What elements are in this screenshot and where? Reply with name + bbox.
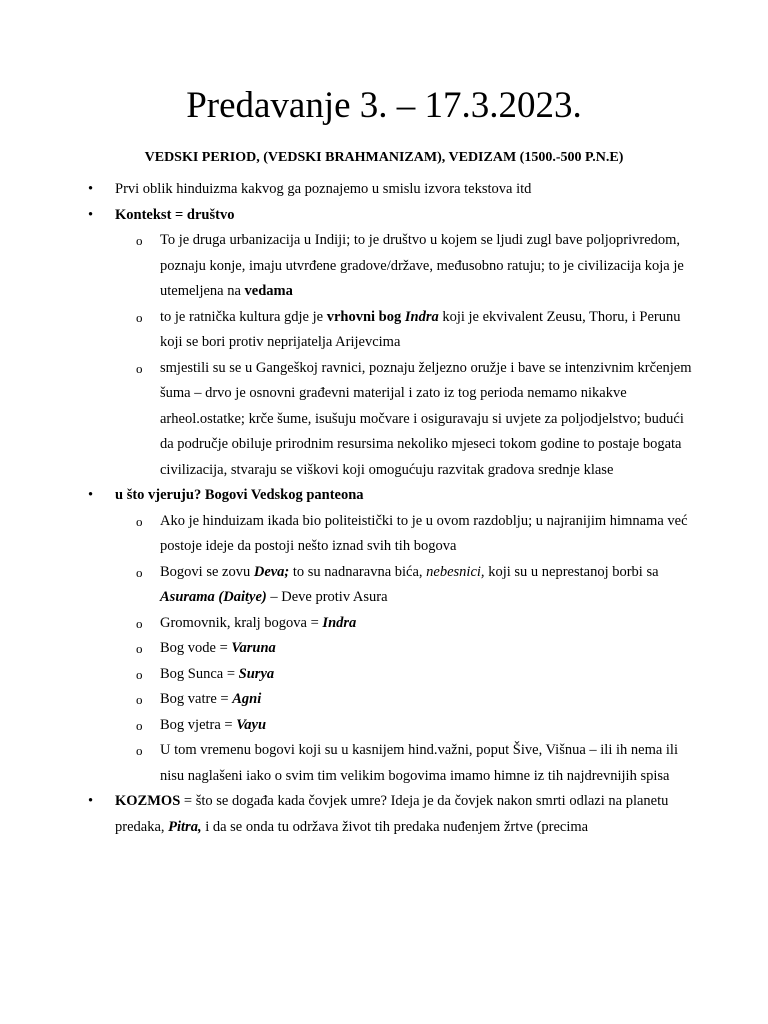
item-heading: Kontekst = društvo (115, 206, 235, 223)
sub-bullet-marker: o (136, 717, 143, 733)
sub-list-item (0, 560, 768, 611)
item-text: to su nadnaravna bića, (289, 563, 427, 580)
deity-name: Indra (322, 614, 357, 631)
sub-bullet-marker: o (136, 666, 143, 682)
sub-list-item (0, 636, 768, 662)
bullet-marker: • (88, 793, 94, 809)
list-item (0, 789, 768, 840)
item-text: U tom vremenu bogovi koji su u kasnijem hind.važni, poput Šive, Višnua – ili ih nema ili nisu naglašeni iako o svim tim velikim bogovima imamo himne iz tih najdrevnijih spisa (160, 742, 678, 784)
item-text: Bog Sunca = (160, 665, 239, 682)
sub-bullet-marker: o (136, 615, 143, 631)
bullet-marker: • (88, 181, 94, 197)
item-emphasis: vrhovni bog (326, 308, 405, 325)
item-emphasis: KOZMOS (115, 793, 181, 809)
sub-list-item (0, 356, 768, 484)
sub-bullet-marker: o (136, 564, 143, 580)
item-text: Bog vatre = (160, 691, 233, 707)
deity-name: Vayu (236, 716, 267, 733)
item-text: Bog vode = (160, 640, 232, 656)
deity-name: Surya (238, 665, 275, 682)
sub-bullet-marker: o (136, 743, 143, 758)
bullet-marker: • (88, 206, 94, 223)
item-text: i da se onda tu održava život tih predaka nuđenjem žrtve (precima (201, 818, 589, 835)
sub-bullet-marker: o (136, 360, 143, 376)
item-text: smjestili su se u Gangeškoj ravnici, poznaju željezno oružje i bave se intenzivnim krčenjem šuma – drvo je osnovni građevni materijal i zato iz tog perioda nemamo nikakve arheol.ostatke; krče šume, isušuju močvare i osiguravaju si uvjete za poljodjelstvo; budući da područje obiluje prirodnim resursima nekoliko mjeseci tokom godine to postaje bogata civilizacija, stvaraju se viškovi koji omogućuju razvitak gradova srednje klase (160, 359, 692, 478)
deity-name: Varuna (231, 640, 276, 656)
item-text: koji su u neprestanoj borbi sa (484, 563, 659, 580)
item-text: Gromovnik, kralj bogova = (160, 614, 323, 631)
deity-name: Agni (232, 691, 262, 707)
sub-list-item (0, 662, 768, 688)
sub-bullet-marker: o (136, 692, 143, 707)
list-item (0, 203, 768, 229)
item-emphasis: vedama (244, 283, 293, 299)
italic-term: nebesnici, (426, 563, 485, 580)
item-text: to je ratnička kultura gdje je (160, 308, 327, 325)
section-heading: VEDSKI PERIOD, (VEDSKI BRAHMANIZAM), VEDIZAM (1500.-500 P.N.E) (144, 150, 624, 165)
sub-list-item (0, 509, 768, 560)
item-text: Prvi oblik hinduizma kakvog ga poznajemo u smislu izvora tekstova itd (115, 181, 532, 197)
sub-list-item (0, 738, 768, 789)
list-item (0, 177, 768, 203)
item-text: Bogovi se zovu (160, 563, 254, 580)
bullet-marker: • (88, 487, 94, 503)
sub-bullet-marker: o (136, 309, 143, 325)
list-item (0, 483, 768, 509)
sub-list-item (0, 305, 768, 356)
sub-list-item (0, 687, 768, 713)
sub-list-item (0, 228, 768, 305)
sub-bullet-marker: o (136, 513, 143, 529)
deity-name: Deva; (253, 563, 290, 580)
item-text: koji je ekvivalent Zeusu, Thoru, i Perunu koji se bori protiv neprijatelja Arijevcima (160, 308, 681, 350)
sub-list-item (0, 713, 768, 739)
deity-name: Asurama (Daitye) (160, 589, 267, 605)
bullet-list (0, 177, 768, 840)
item-text: = što se događa kada čovjek umre? Ideja je da čovjek nakon smrti odlazi na planetu predaka, (115, 793, 669, 835)
sub-bullet-marker: o (136, 233, 143, 248)
item-heading: u što vjeruju? Bogovi Vedskog panteona (115, 487, 364, 503)
item-text: Ako je hinduizam ikada bio politeistički to je u ovom razdoblju; u najranijim himnama već postoje ideje da postoji nešto iznad svih tih bogova (160, 512, 688, 554)
sub-list-item (0, 611, 768, 637)
item-text: Bog vjetra = (160, 716, 237, 733)
deity-name: Indra (404, 308, 439, 325)
deity-name: Pitra, (168, 818, 202, 835)
sub-bullet-marker: o (136, 641, 143, 656)
page-title: Predavanje 3. – 17.3.2023. (186, 85, 582, 126)
item-text: – Deve protiv Asura (266, 589, 388, 605)
item-text: To je druga urbanizacija u Indiji; to je društvo u kojem se ljudi zugl bave poljoprivredom, poznaju konje, imaju utvrđene gradove/države, međusobno ratuju; to je civilizacija koja je utemeljena na (160, 232, 684, 299)
